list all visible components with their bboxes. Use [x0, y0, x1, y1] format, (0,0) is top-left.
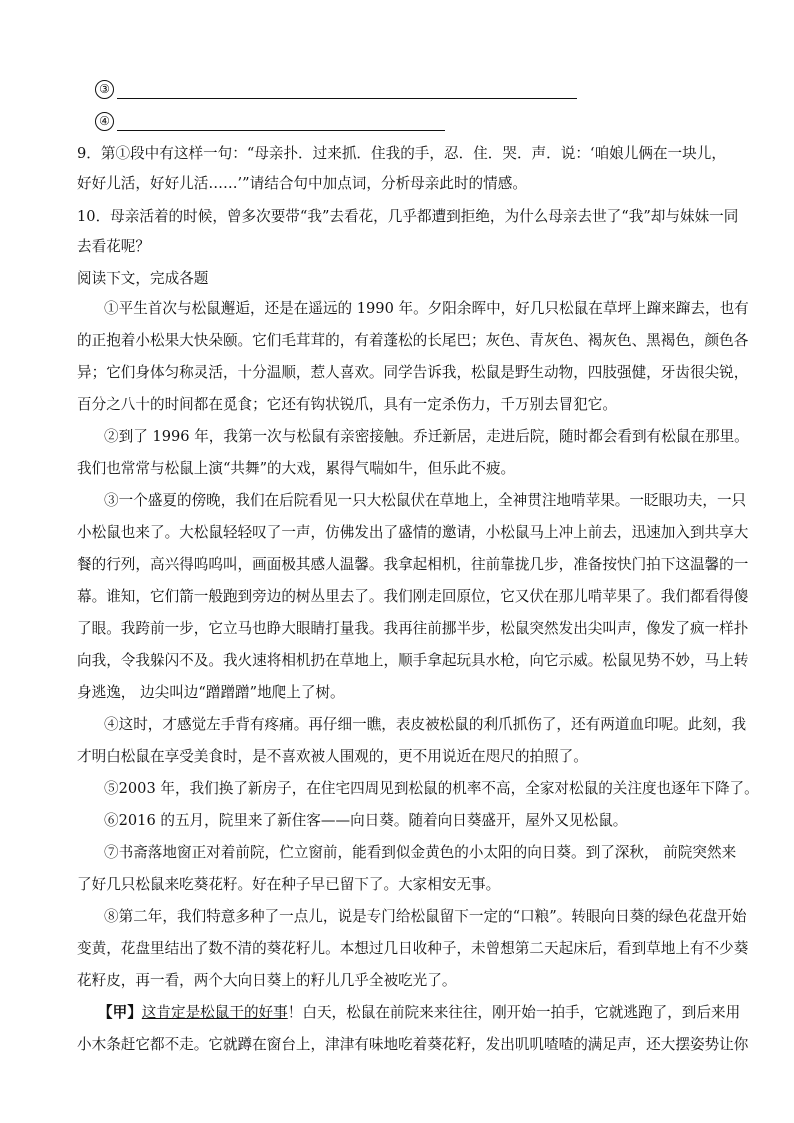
- question-10-line-2: 去看花呢？: [77, 238, 150, 255]
- answer-blank-4[interactable]: [95, 112, 445, 131]
- answer-blank-3[interactable]: [95, 80, 577, 99]
- paragraph-3-line: 小松鼠也来了。大松鼠轻轻叹了一声，仿佛发出了盛情的邀请，小松鼠马上冲上前去，迅速加入到共享大: [77, 524, 749, 541]
- paragraph-6-line: ⑥2016 的五月，院里来了新住客——向日葵。随着向日葵盛开，屋外又见松鼠。: [104, 812, 628, 829]
- paragraph-7-line: 了好几只松鼠来吃葵花籽。好在种子早已留下了。大家相安无事。: [77, 876, 501, 893]
- paragraph-1-line: 百分之八十的时间都在觅食；它还有钩状锐爪，具有一定杀伤力，千万别去冒犯它。: [77, 396, 617, 413]
- paragraph-3-line: 向我，令我躲闪不及。我火速将相机扔在草地上，顺手拿起玩具水枪，向它示威。松鼠见势不妙，马上转: [77, 652, 749, 669]
- paragraph-3-line: 了眼。我跨前一步，它立马也睁大眼睛打量我。我再往前挪半步，松鼠突然发出尖叫声，像发了疯一样扑: [77, 620, 749, 637]
- section-heading: 阅读下文，完成各题: [77, 270, 209, 287]
- blank-marker: ④: [95, 112, 114, 131]
- paragraph-8-line: 花籽皮，再一看，两个大向日葵上的籽儿几乎全被吃光了。: [77, 972, 457, 989]
- paragraph-2-line: 我们也常常与松鼠上演“共舞”的大戏，累得气喘如牛，但乐此不疲。: [77, 460, 516, 477]
- paragraph-3-line: ③一个盛夏的傍晚，我们在后院看见一只大松鼠伏在草地上，全神贯注地啃苹果。一眨眼功夫，一只: [104, 492, 747, 509]
- paragraph-7-line: ⑦书斋落地窗正对着前院，伫立窗前，能看到似金黄色的小太阳的向日葵。到了深秋， 前院突然来: [104, 844, 737, 861]
- paragraph-9-line-1: [98, 1003, 740, 1023]
- paragraph-9-line-2: 小木条赶它都不走。它就蹲在窗台上，津津有味地吃着葵花籽，发出叽叽喳喳的满足声，还大摆姿势让你: [77, 1036, 749, 1053]
- blank-marker: ③: [95, 80, 114, 99]
- paragraph-8-line: 变黄，花盘里结出了数不清的葵花籽儿。本想过几日收种子，未曾想第二天起床后，看到草地上有不少葵: [77, 940, 749, 957]
- paragraph-8-line: ⑧第二年，我们特意多种了一点儿，说是专门给松鼠留下一定的“口粮”。转眼向日葵的绿色花盘开始: [104, 908, 747, 925]
- marker-jia: 【甲】: [98, 1004, 142, 1021]
- paragraph-1-line: 异；它们身体匀称灵活，十分温顺，惹人喜欢。同学告诉我，松鼠是野生动物，四肢强健，牙齿很尖锐，: [77, 364, 749, 381]
- underlined-sentence: 这肯定是松鼠干的好事: [141, 1004, 288, 1021]
- paragraph-4-line: 才明白松鼠在享受美食时，是不喜欢被人围观的，更不用说近在咫尺的拍照了。: [77, 748, 588, 765]
- blank-line[interactable]: [117, 114, 445, 131]
- question-9-line-2: 好好儿活，好好儿活……’”请结合句中加点词，分析母亲此时的情感。: [77, 175, 527, 192]
- question-9-line-1: 9．第①段中有这样一句：“母亲扑．过来抓．住我的手，忍．住．哭．声．说：‘咱娘儿俩在一块儿，: [77, 145, 726, 162]
- paragraph-5-line: ⑤2003 年，我们换了新房子，在住宅四周见到松鼠的机率不高，全家对松鼠的关注度也逐年下降了。: [104, 780, 759, 797]
- question-10-line-1: 10．母亲活着的时候，曾多次要带“我”去看花，几乎都遭到拒绝，为什么母亲去世了“我”却与妹妹一同: [77, 208, 739, 225]
- paragraph-1-line: ①平生首次与松鼠邂逅，还是在遥远的 1990 年。夕阳余晖中，好几只松鼠在草坪上蹿来蹿去，也有: [104, 300, 749, 317]
- paragraph-3-line: 幕。谁知，它们箭一般跑到旁边的树丛里去了。我们刚走回原位，它又伏在那儿啃苹果了。我们都看得傻: [77, 588, 749, 605]
- paragraph-4-line: ④这时，才感觉左手背有疼痛。再仔细一瞧，表皮被松鼠的利爪抓伤了，还有两道血印呢。此刻，我: [104, 716, 747, 733]
- paragraph-9-text: ！白天，松鼠在前院来来往往，刚开始一拍手，它就逃跑了，到后来用: [287, 1004, 741, 1021]
- paragraph-3-line: 餐的行列，高兴得呜呜叫，画面极其感人温馨。我拿起相机，往前靠拢几步，准备按快门拍下这温馨的一: [77, 556, 749, 573]
- paragraph-3-line: 身逃逸， 边尖叫边“蹭蹭蹭”地爬上了树。: [77, 684, 345, 701]
- paragraph-1-line: 的正抱着小松果大快朵颐。它们毛茸茸的，有着蓬松的长尾巴；灰色、青灰色、褐灰色、黑褐色，颜色各: [77, 332, 749, 349]
- paragraph-2-line: ②到了 1996 年，我第一次与松鼠有亲密接触。乔迁新居，走进后院，随时都会看到有松鼠在那里。: [104, 428, 749, 445]
- blank-line[interactable]: [117, 82, 577, 99]
